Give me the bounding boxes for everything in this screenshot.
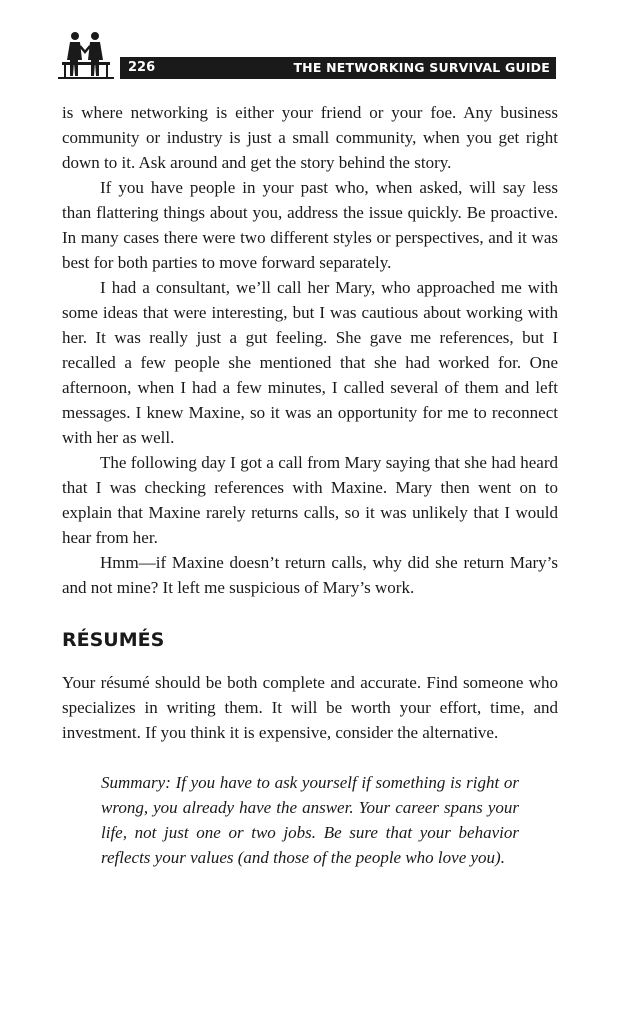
paragraph: Hmm—if Maxine doesn’t return calls, why did she return Mary’s and not mine? It left me suspicious of Mary’s work. xyxy=(62,553,558,597)
page-number: 226 xyxy=(128,60,156,75)
paragraph: If you have people in your past who, when asked, will say less than flattering things about you, address the issue quickly. Be proactive. In many cases there were two different styles or perspectives, and it was best for both parties to move forward separately. xyxy=(62,178,558,272)
paragraph: I had a consultant, we’ll call her Mary, who approached me with some ideas that were interesting, but I was cautious about working with her. It was really just a gut feeling. She gave me references, but I recalled a few people she mentioned that she had worked for. One afternoon, when I had a few minutes, I called several of them and left messages. I knew Maxine, so it was an opportunity for me to reconnect with her as well. xyxy=(62,278,558,447)
header-bar xyxy=(120,57,556,79)
summary-quote: Summary: If you have to ask yourself if something is right or wrong, you already have the answer. Your career spans your life, not just one or two jobs. Be sure that your behavior reflects your values (and those of the people who love you). xyxy=(101,773,519,867)
section-paragraph: Your résumé should be both complete and accurate. Find someone who specializes in writing them. It will be worth your effort, time, and investment. If you think it is expensive, consider the alternative. xyxy=(62,673,558,742)
paragraph: The following day I got a call from Mary saying that she had heard that I was checking references with Maxine. Mary then went on to explain that Maxine rarely returns calls, so it was unlikely that I would hear from her. xyxy=(62,453,558,547)
body-text xyxy=(62,100,558,600)
section-heading: RÉSUMÉS xyxy=(62,629,165,651)
handshake-icon xyxy=(58,30,114,80)
paragraph: is where networking is either your friend or your foe. Any business community or industry is just a small community, when you get right down to it. Ask around and get the story behind the story. xyxy=(62,103,558,172)
page-header xyxy=(58,30,558,80)
running-title: THE NETWORKING SURVIVAL GUIDE xyxy=(293,60,550,75)
